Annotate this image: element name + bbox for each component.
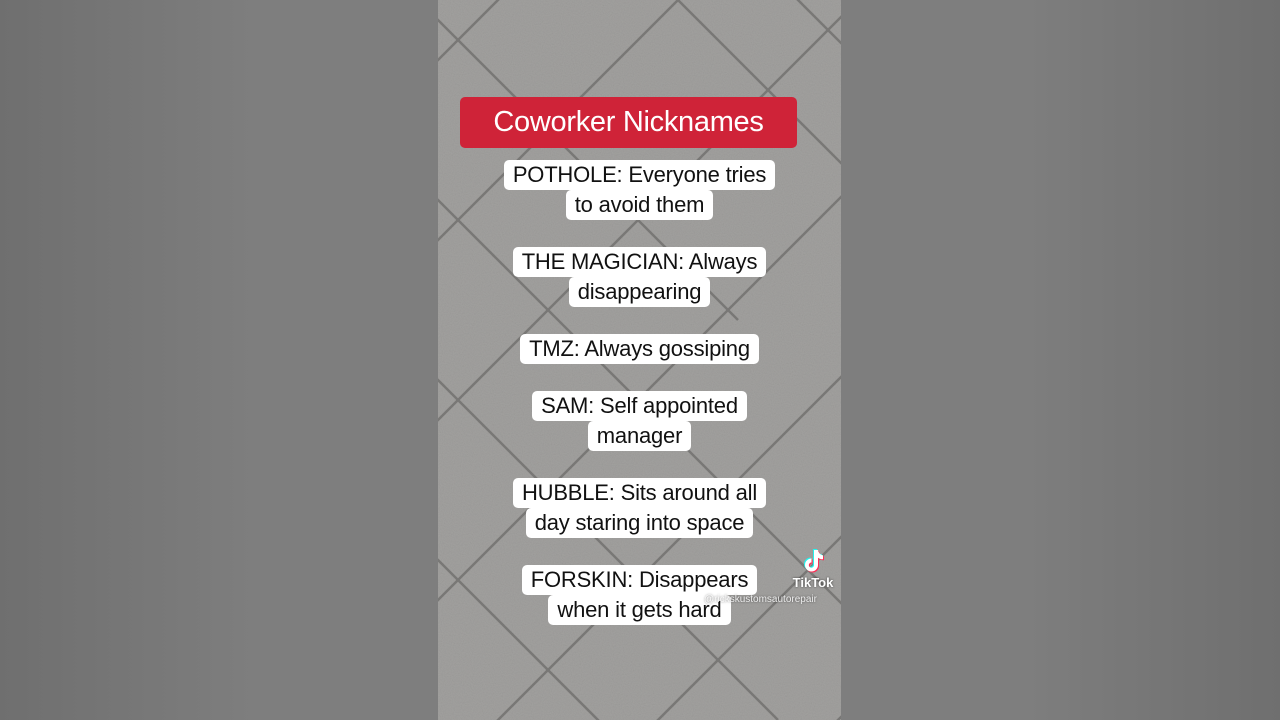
caption-sam <box>438 391 841 451</box>
caption-pothole <box>438 160 841 220</box>
caption-magician <box>438 247 841 307</box>
caption-tmz <box>438 334 841 364</box>
caption-line: SAM: Self appointed <box>532 391 747 421</box>
tiktok-logo-icon <box>799 546 827 574</box>
tiktok-watermark <box>788 546 838 590</box>
caption-hubble <box>438 478 841 538</box>
caption-line: when it gets hard <box>548 595 730 625</box>
caption-line: FORSKIN: Disappears <box>522 565 758 595</box>
caption-line: HUBBLE: Sits around all <box>513 478 766 508</box>
creator-handle: @rickskustomsautorepair <box>704 594 817 605</box>
caption-line: TMZ: Always gossiping <box>520 334 759 364</box>
title-banner: Coworker Nicknames <box>460 97 797 148</box>
caption-line: THE MAGICIAN: Always <box>513 247 767 277</box>
caption-line: POTHOLE: Everyone tries <box>504 160 775 190</box>
video-frame[interactable] <box>438 0 841 720</box>
caption-line: day staring into space <box>526 508 754 538</box>
tiktok-brand-text: TikTok <box>792 575 834 590</box>
caption-line: to avoid them <box>566 190 713 220</box>
caption-line: manager <box>588 421 691 451</box>
caption-line: disappearing <box>569 277 711 307</box>
